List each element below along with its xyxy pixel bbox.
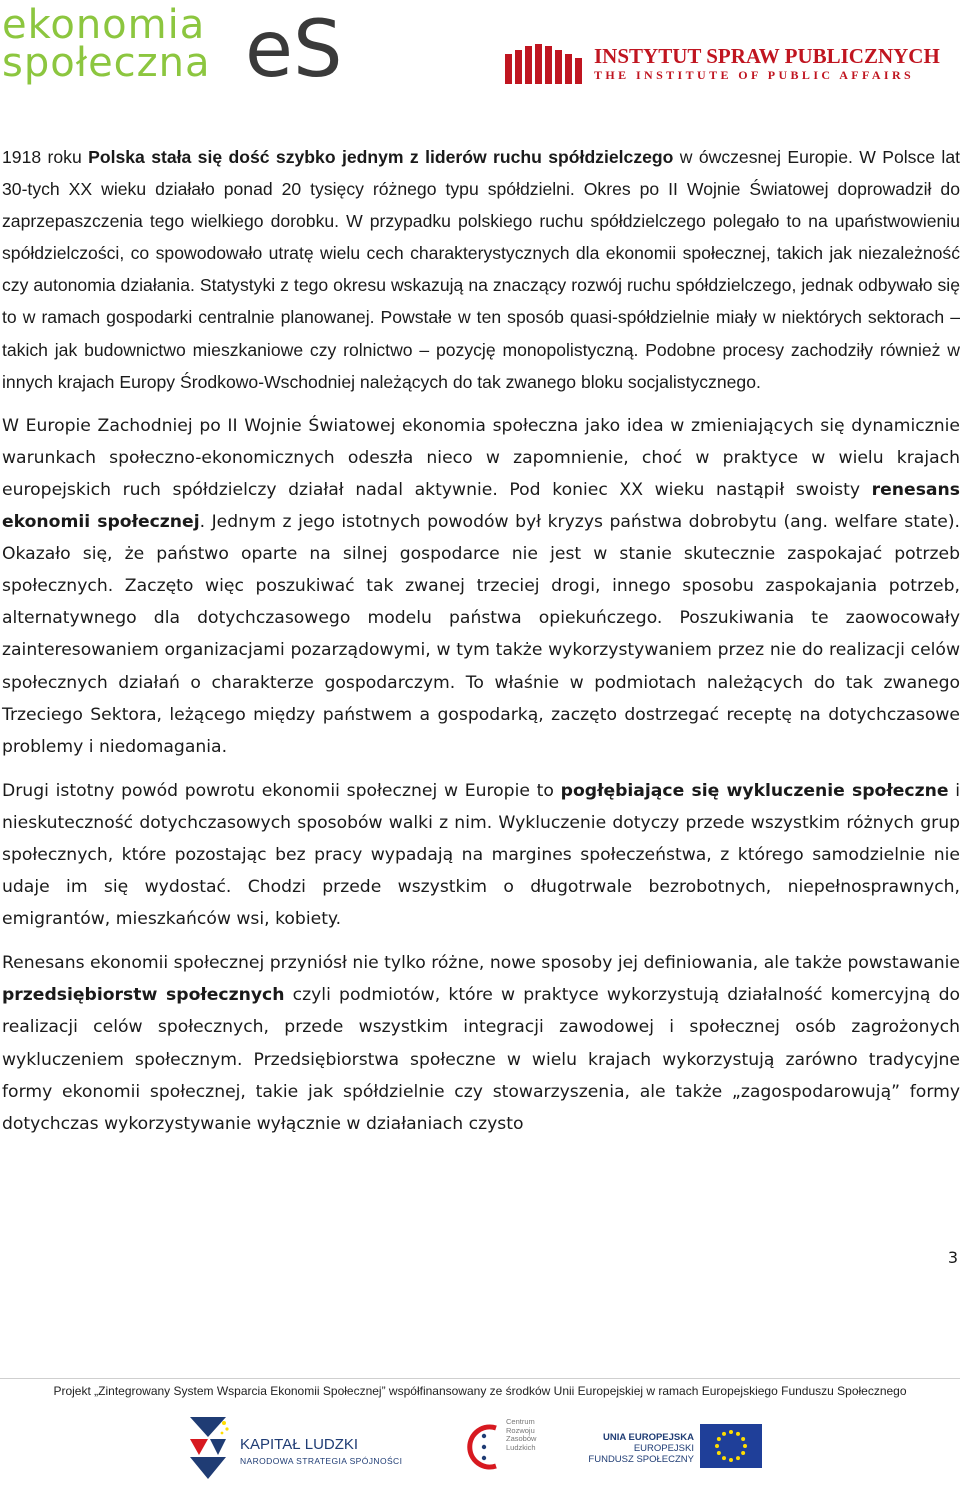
es-logo-mark <box>243 4 353 94</box>
eu-line-european: EUROPEJSKI <box>633 1443 694 1454</box>
footer-divider <box>0 1378 960 1379</box>
eu-star-icon <box>722 1432 726 1436</box>
eu-fund-label <box>560 1432 694 1465</box>
crzl-line: Zasobów <box>506 1434 537 1444</box>
paragraph-4 <box>2 947 960 1140</box>
institute-name-english: THE INSTITUTE OF PUBLIC AFFAIRS <box>594 68 915 82</box>
page-number: 3 <box>947 1248 958 1267</box>
eu-star-icon <box>722 1456 726 1460</box>
ekonomia-spoleczna-logo <box>2 2 234 86</box>
text-segment: Drugi istotny powód powrotu ekonomii społecznej w Europie to <box>2 780 561 801</box>
logo-word-spoleczna: społeczna <box>2 40 211 86</box>
page-header <box>0 0 960 100</box>
crzl-line: Centrum <box>506 1417 535 1426</box>
crzl-line: Ludzkich <box>506 1442 536 1452</box>
logo-word-ekonomia: ekonomia <box>2 2 206 48</box>
document-body <box>2 141 960 1152</box>
eu-star-icon <box>741 1437 745 1441</box>
text-segment: 1918 roku <box>2 147 89 167</box>
eu-star-icon <box>715 1444 719 1448</box>
crzl-name <box>506 1418 536 1452</box>
eu-flag-icon <box>700 1424 762 1468</box>
paragraph-2 <box>2 410 960 763</box>
kapital-ludzki-emblem-icon <box>186 1415 230 1481</box>
isp-emblem-icon <box>503 44 589 84</box>
paragraph-1 <box>2 141 960 398</box>
eu-star-icon <box>729 1430 733 1434</box>
eu-star-icon <box>717 1451 721 1455</box>
text-segment: i nieskuteczność dotychczasowych sposobów walki z nim. Wykluczenie dotyczy przede wszystkim różnych grup społecznych, które pozostając bez pracy wypadają na margines społeczeństwa, z którego samodzielnie nie udaje im się wydostać. Chodzi przede wszystkim o długotrwale bezrobotnych, niepełnosprawnych, emigrantów, mieszkańców wsi, kobiety. <box>2 780 960 930</box>
text-segment: czyli podmiotów, które w praktyce wykorzystują działalność komercyjną do realizacji celów społecznych, przede wszystkim integracji zawodowej i społecznej osób zagrożonych wykluczeniem społecznym. Przedsiębiorstwa społeczne w wielu krajach wykorzystują zarówno tradycyjne formy ekonomii społecznej, takie jak spółdzielnie czy stowarzyszenia, ale także „zagospodarowują” formy dotychczas wykorzystywanie wyłącznie w działaniach czysto <box>2 985 960 1134</box>
eu-star-icon <box>741 1451 745 1455</box>
kapital-ludzki-subtitle: NARODOWA STRATEGIA SPÓJNOŚCI <box>240 1456 403 1466</box>
eu-star-icon <box>736 1456 740 1460</box>
crzl-line: Rozwoju <box>506 1425 535 1435</box>
paragraph-3 <box>2 775 960 935</box>
kapital-ludzki-title: KAPITAŁ LUDZKI <box>240 1436 359 1453</box>
eu-star-icon <box>717 1437 721 1441</box>
text-segment: W Europie Zachodniej po II Wojnie Światowej ekonomia społeczna jako idea w zmieniających się dynamicznie warunkach społeczno-ekonomicznych odeszła nieco w zapomnienie, choć w praktyce w wielu krajach europejskich ruch spółdzielczy działał nadal aktywnie. Pod koniec XX wieku nastąpił swoisty <box>2 415 960 500</box>
emphasized-text: Polska stała się dość szybko jednym z liderów ruchu spółdzielczego <box>88 147 674 167</box>
text-segment: w ówczesnej Europie. W Polsce lat 30-tych XX wieku działało ponad 20 tysięcy różnego typu spółdzielni. Okres po II Wojnie Światowej doprowadził do zaprzepaszczenia tego wielkiego dorobku. W przypadku polskiego ruchu spółdzielczego polegało to na upaństwowieniu spółdzielczości, co spowodowało utratę wielu cech charakterystycznych dla ekonomii społecznej, takich jak niezależność czy autonomia działania. Statystyki z tego okresu wskazują na znaczący rozwój ruchu spółdzielczego, jednak odbywało się to w ramach gospodarki centralnie planowanej. Powstałe w ten sposób quasi-spółdzielnie miały w niektórych sektorach – takich jak budownictwo mieszkaniowe czy rolnictwo – pozycję monopolistyczną. Podobne procesy zachodziły również w innych krajach Europy Środkowo-Wschodniej należących do tak zwanego bloku socjalistycznego. <box>2 147 960 392</box>
footer-project-note: Projekt „Zintegrowany System Wsparcia Ekonomii Społecznej” współfinansowany ze środków Unii Europejskiej w ramach Europejskiego Funduszu Społecznego <box>53 1384 907 1398</box>
es-mark-text: eS <box>245 5 343 94</box>
emphasized-text: pogłębiające się wykluczenie społeczne <box>560 780 949 801</box>
text-segment: . Jednym z jego istotnych powodów był kryzys państwa dobrobytu (ang. welfare state). Okazało się, że państwo oparte na silnej gospodarce nie jest w stanie skutecznie zaspokajać potrzeb społecznych. Zaczęto więc poszukiwać tak zwanej trzeciej drogi, innego sposobu zaspokajania potrzeb, alternatywnego dla dotychczasowego modelu państwa opiekuńczego. Poszukiwania te zaowocowały zainteresowaniem organizacjami pozarządowymi, w tym także wykorzystywaniem przez nie do realizacji celów społecznych działań o charakterze gospodarczym. To właśnie w podmiotach należących do tak zwanego Trzeciego Sektora, leżącego między państwem a gospodarką, zaczęto dostrzegać receptę na dotychczasowe problemy i niedomagania. <box>2 512 960 757</box>
eu-star-icon <box>743 1444 747 1448</box>
institute-name: INSTYTUT SPRAW PUBLICZNYCH <box>594 44 940 68</box>
eu-star-icon <box>729 1458 733 1462</box>
emphasized-text: renesans ekonomii społecznej <box>2 479 960 533</box>
eu-line-union: UNIA EUROPEJSKA <box>603 1432 694 1443</box>
crzl-emblem-icon <box>466 1422 502 1472</box>
emphasized-text: przedsiębiorstw społecznych <box>2 985 285 1006</box>
eu-star-icon <box>736 1432 740 1436</box>
text-segment: Renesans ekonomii społecznej przyniósł nie tylko różne, nowe sposoby jej definiowania, ale także powstawanie <box>2 953 960 974</box>
eu-line-social-fund: FUNDUSZ SPOŁECZNY <box>588 1454 694 1465</box>
